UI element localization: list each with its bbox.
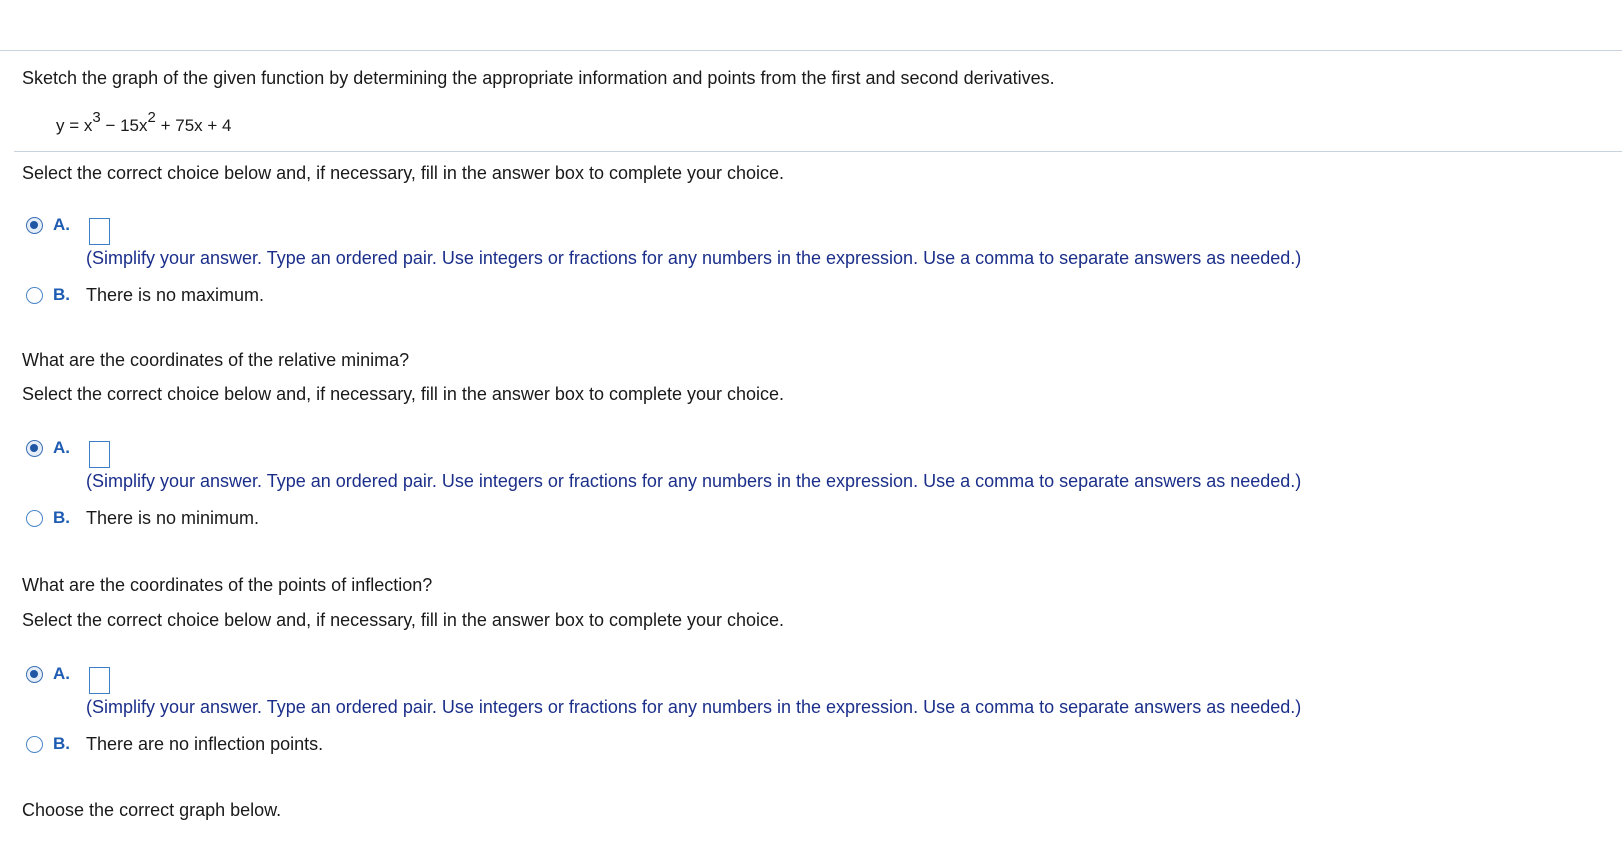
section-divider [14, 151, 1622, 152]
min-answer-box[interactable] [89, 441, 110, 468]
instruction-max: Select the correct choice below and, if necessary, fill in the answer box to complete your choice. [22, 163, 785, 183]
equation-exponent-1: 3 [92, 109, 101, 126]
max-option-a-letter: A. [53, 215, 70, 234]
graph-prompt: Choose the correct graph below. [22, 800, 282, 820]
equation-part-3: + 75x + 4 [155, 116, 232, 135]
radio-selected-dot [30, 221, 38, 229]
radio-max-option-a[interactable] [26, 217, 43, 234]
min-option-b-text: There is no minimum. [86, 508, 260, 528]
instruction-inflection: Select the correct choice below and, if necessary, fill in the answer box to complete your choice. [22, 610, 785, 630]
max-answer-box[interactable] [89, 218, 110, 245]
radio-inflection-option-a[interactable] [26, 666, 43, 683]
inflection-option-a-letter: A. [53, 664, 70, 683]
min-option-a-hint: (Simplify your answer. Type an ordered pair. Use integers or fractions for any numbers in the expression. Use a comma to separate answers as needed.) [86, 471, 1302, 491]
radio-selected-dot [30, 670, 38, 678]
radio-min-option-a[interactable] [26, 440, 43, 457]
inflection-option-b-letter: B. [53, 734, 70, 753]
problem-intro: Sketch the graph of the given function by determining the appropriate information and points from the first and second derivatives. [22, 68, 1055, 88]
inflection-option-a-hint: (Simplify your answer. Type an ordered pair. Use integers or fractions for any numbers in the expression. Use a comma to separate answers as needed.) [86, 697, 1302, 717]
equation-exponent-2: 2 [147, 109, 156, 126]
radio-selected-dot [30, 444, 38, 452]
equation-part-2: − 15x [100, 116, 148, 135]
instruction-min: Select the correct choice below and, if necessary, fill in the answer box to complete your choice. [22, 384, 785, 404]
radio-min-option-b[interactable] [26, 510, 43, 527]
inflection-answer-box[interactable] [89, 667, 110, 694]
min-option-b-letter: B. [53, 508, 70, 527]
max-option-a-hint: (Simplify your answer. Type an ordered pair. Use integers or fractions for any numbers in the expression. Use a comma to separate answers as needed.) [86, 248, 1302, 268]
min-option-a-letter: A. [53, 438, 70, 457]
equation-part-1: y = x [56, 116, 93, 135]
radio-max-option-b[interactable] [26, 287, 43, 304]
question-relative-minima: What are the coordinates of the relative minima? [22, 350, 410, 370]
question-inflection-points: What are the coordinates of the points of inflection? [22, 575, 433, 595]
top-divider [0, 50, 1622, 51]
max-option-b-letter: B. [53, 285, 70, 304]
max-option-b-text: There is no maximum. [86, 285, 265, 305]
function-equation [56, 109, 232, 137]
radio-inflection-option-b[interactable] [26, 736, 43, 753]
inflection-option-b-text: There are no inflection points. [86, 734, 324, 754]
